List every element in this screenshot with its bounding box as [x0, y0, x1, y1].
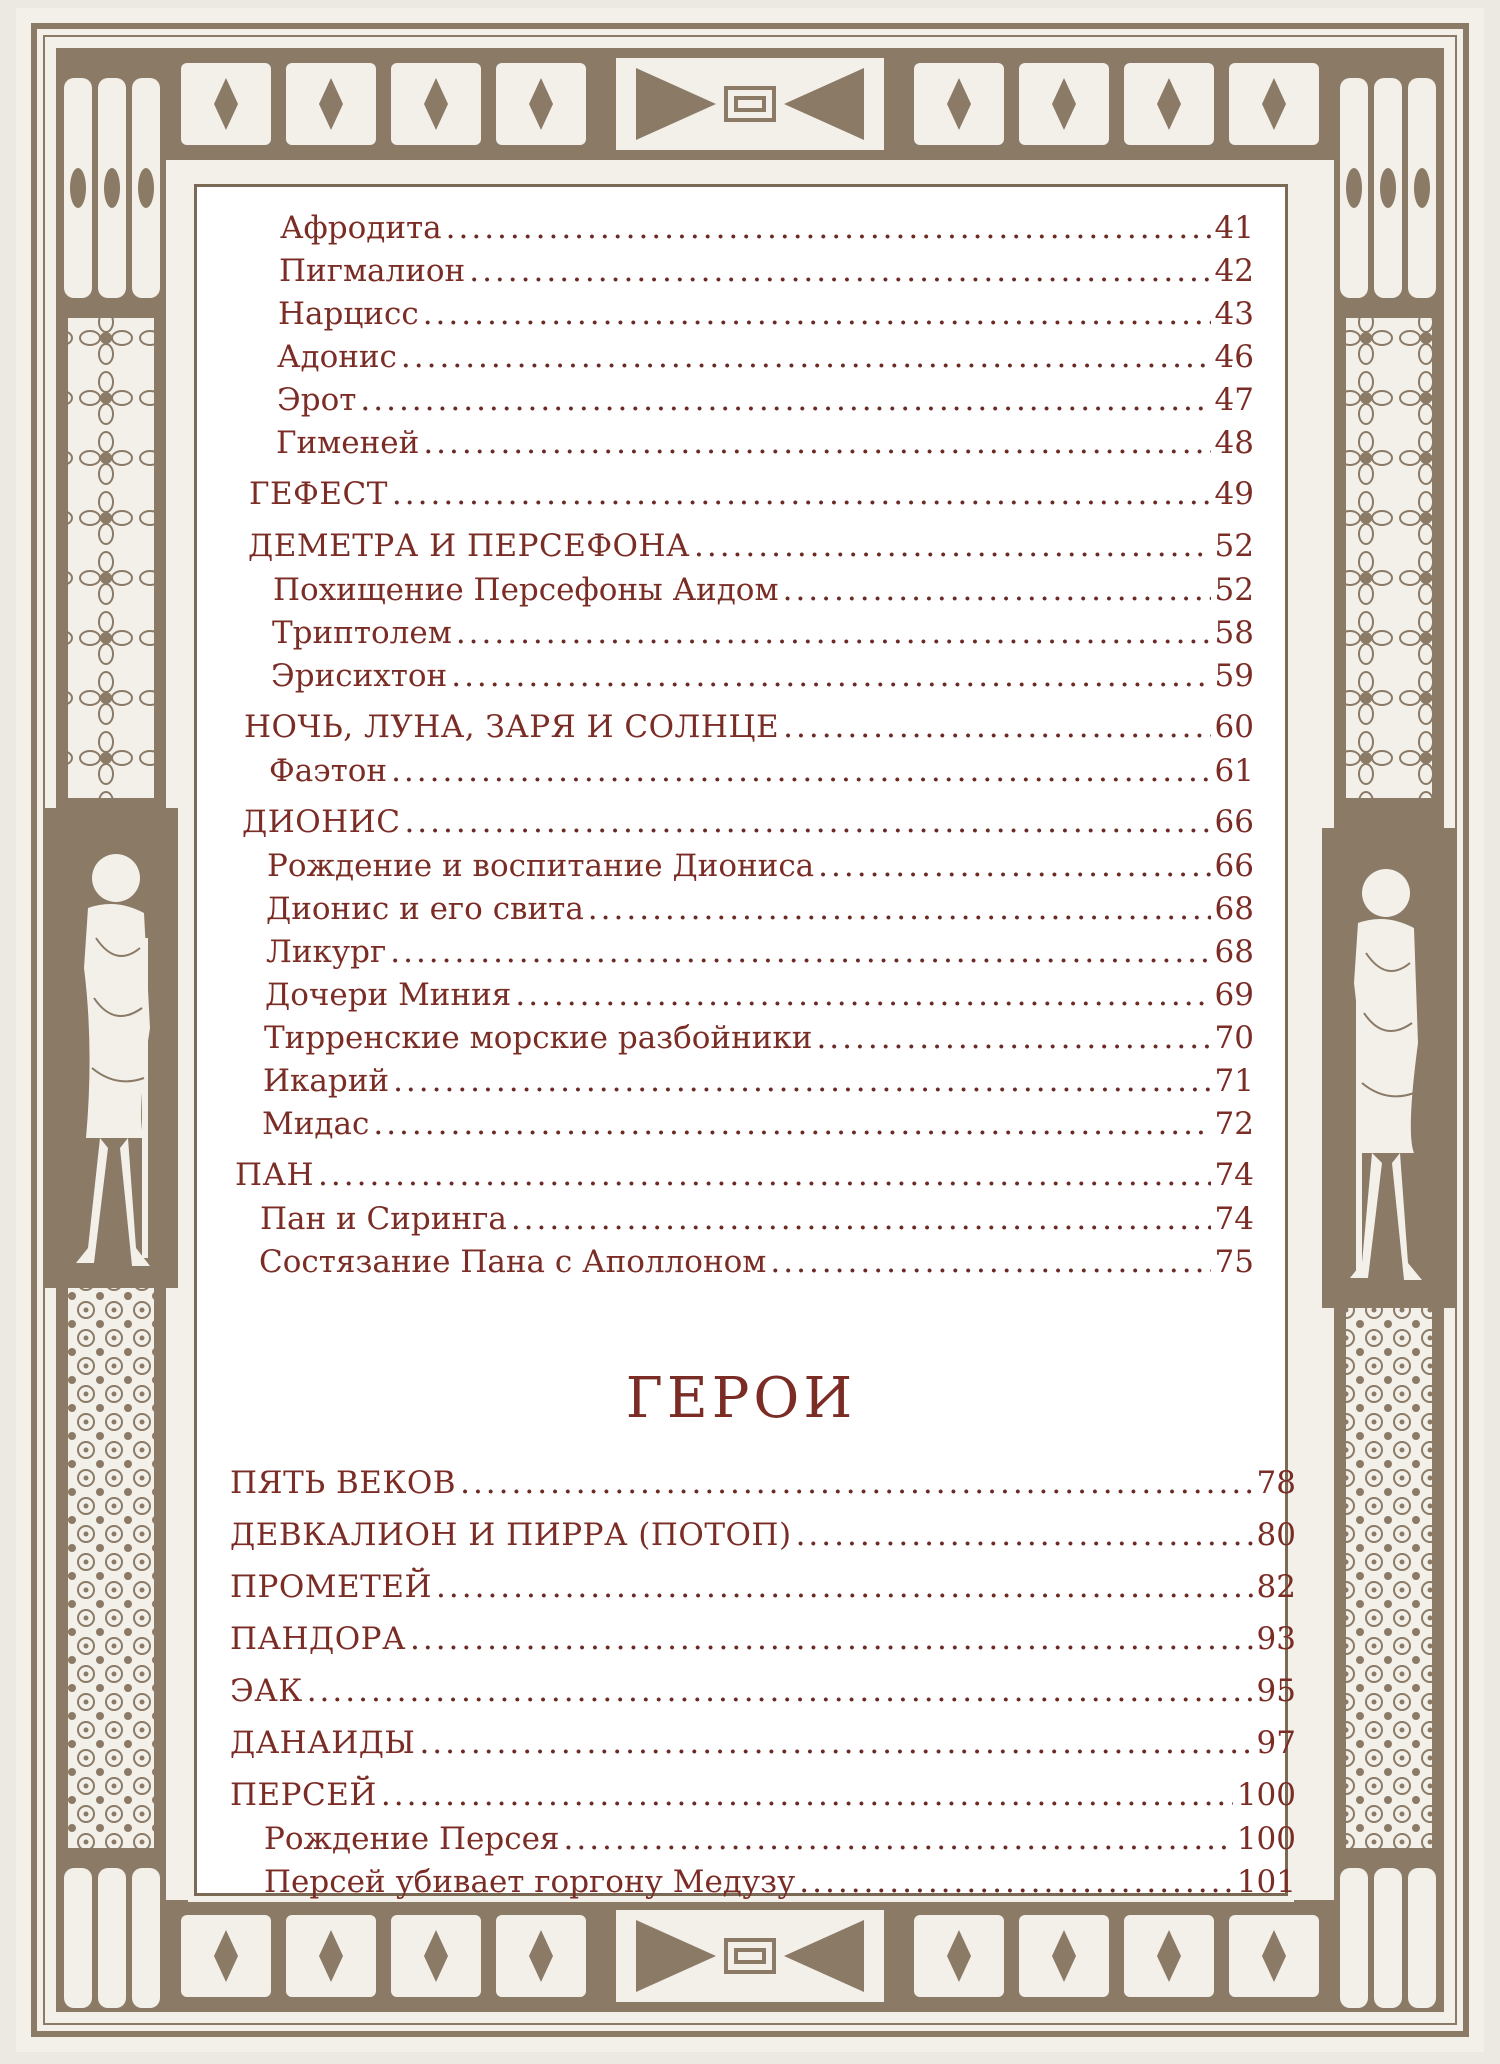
dot-leader [446, 208, 1211, 248]
toc-entry[interactable] [267, 846, 1254, 886]
toc-entry-title: Дионис и его свита [266, 891, 584, 927]
toc-entry-page: 49 [1214, 476, 1254, 512]
toc-entry-title: Ликург [266, 934, 387, 970]
toc-entry-title: Эрисихтон [271, 658, 448, 694]
dot-leader [419, 1723, 1252, 1763]
toc-entry-title: Нарцисс [278, 296, 419, 332]
dot-leader [783, 707, 1210, 747]
toc-entry-page: 100 [1236, 1777, 1296, 1813]
dot-leader [818, 846, 1210, 886]
toc-entry-title: ПАН [235, 1157, 315, 1193]
dot-leader [423, 423, 1210, 463]
toc-entry[interactable] [279, 251, 1254, 291]
toc-entry[interactable] [249, 474, 1254, 514]
toc-entry-title: ДЕВКАЛИОН И ПИРРА (ПОТОП) [230, 1517, 792, 1553]
dot-leader [381, 1775, 1233, 1815]
toc-entry-title: ДАНАИДЫ [230, 1725, 416, 1761]
toc-entry-title: Эрот [277, 382, 357, 418]
toc-entry-page: 71 [1214, 1063, 1254, 1099]
dot-leader [783, 570, 1211, 610]
dot-leader [307, 1671, 1253, 1711]
toc-entry-title: ПАНДОРА [230, 1621, 406, 1657]
dot-leader [423, 294, 1211, 334]
toc-entry[interactable] [280, 208, 1254, 248]
toc-entry-title: Тирренские морские разбойники [264, 1020, 813, 1056]
toc-entry-page: 80 [1256, 1517, 1296, 1553]
toc-entry-page: 46 [1214, 339, 1254, 375]
toc-entry[interactable] [264, 1819, 1296, 1859]
toc-entry[interactable] [266, 932, 1254, 972]
toc-entry-title: Мидас [262, 1106, 370, 1142]
toc-entry-title: Адонис [277, 339, 397, 375]
toc-entry-page: 52 [1214, 528, 1254, 564]
toc-entry-page: 58 [1214, 615, 1254, 651]
dot-leader [360, 380, 1210, 420]
toc-entry[interactable] [277, 337, 1254, 377]
toc-entry-title: Дочери Миния [265, 977, 512, 1013]
toc-entry-page: 66 [1214, 804, 1254, 840]
dot-leader [393, 1061, 1210, 1101]
section-heading: ГЕРОИ [625, 1366, 857, 1431]
toc-entry-page: 78 [1256, 1465, 1296, 1501]
dot-leader [391, 751, 1210, 791]
toc-entry-title: ПЕРСЕЙ [230, 1777, 377, 1813]
toc-entry[interactable] [271, 656, 1254, 696]
toc-entry-page: 59 [1214, 658, 1254, 694]
toc-entry-page: 43 [1214, 296, 1254, 332]
dot-leader [460, 1463, 1252, 1503]
dot-leader [456, 613, 1211, 653]
toc-entry-page: 61 [1214, 753, 1254, 789]
toc-entry-title: Похищение Персефоны Аидом [273, 572, 779, 608]
toc-entry[interactable] [230, 1619, 1296, 1659]
toc-entry[interactable] [269, 751, 1254, 791]
toc-entry[interactable] [235, 1155, 1254, 1195]
toc-entry[interactable] [263, 1061, 1254, 1101]
toc-entry-page: 60 [1214, 709, 1254, 745]
dot-leader [401, 337, 1211, 377]
toc-entry-title: Гименей [276, 425, 420, 461]
toc-entry-page: 95 [1256, 1673, 1296, 1709]
page-frame [16, 8, 1484, 2052]
toc-entry-title: Рождение и воспитание Диониса [267, 848, 815, 884]
dot-leader [588, 889, 1211, 929]
toc-entry-page: 47 [1214, 382, 1254, 418]
dot-leader [390, 932, 1210, 972]
dot-leader [318, 1155, 1211, 1195]
toc-entry-page: 48 [1214, 425, 1254, 461]
toc-entry-page: 52 [1214, 572, 1254, 608]
toc-entry[interactable] [230, 1463, 1296, 1503]
dot-leader [451, 656, 1210, 696]
dot-leader [796, 1515, 1253, 1555]
dot-leader [392, 474, 1211, 514]
toc-entry-page: 97 [1256, 1725, 1296, 1761]
toc-entry-title: Триптолем [272, 615, 452, 651]
toc-entry[interactable] [244, 707, 1254, 747]
toc-entry-page: 42 [1214, 253, 1254, 289]
toc-entry-title: Пигмалион [279, 253, 466, 289]
toc-entry-title: ПЯТЬ ВЕКОВ [230, 1465, 457, 1501]
table-of-contents [188, 178, 1294, 1902]
toc-entry-page: 82 [1256, 1569, 1296, 1605]
toc-entry-page: 69 [1214, 977, 1254, 1013]
toc-entry[interactable] [230, 1515, 1296, 1555]
toc-entry-title: ДИОНИС [242, 804, 401, 840]
toc-page [188, 178, 1294, 1902]
toc-entry-title: ЭАК [230, 1673, 303, 1709]
dot-leader [770, 1242, 1210, 1282]
toc-entry-title: НОЧЬ, ЛУНА, ЗАРЯ И СОЛНЦЕ [244, 709, 780, 745]
dot-leader [563, 1819, 1232, 1859]
toc-entry[interactable] [248, 526, 1254, 566]
toc-entry-title: Икарий [263, 1063, 390, 1099]
toc-entry-page: 41 [1214, 210, 1254, 246]
dot-leader [694, 526, 1211, 566]
toc-entry-title: Афродита [280, 210, 442, 246]
toc-entry-title: Персей убивает горгону Медузу [264, 1864, 796, 1900]
toc-entry[interactable] [230, 1775, 1296, 1815]
toc-entry[interactable] [230, 1671, 1296, 1711]
dot-leader [436, 1567, 1253, 1607]
toc-entry-title: Состязание Пана с Аполлоном [259, 1244, 767, 1280]
toc-entry-page: 72 [1214, 1106, 1254, 1142]
toc-entry-page: 74 [1214, 1201, 1254, 1237]
toc-entry[interactable] [273, 570, 1254, 610]
left-figure-panel [44, 808, 178, 1288]
toc-entry-page: 75 [1214, 1244, 1254, 1280]
toc-entry-page: 68 [1214, 891, 1254, 927]
toc-entry-page: 74 [1214, 1157, 1254, 1193]
toc-entry-title: ДЕМЕТРА И ПЕРСЕФОНА [248, 528, 690, 564]
toc-entry-page: 68 [1214, 934, 1254, 970]
dot-leader [469, 251, 1210, 291]
toc-entry-page: 93 [1256, 1621, 1296, 1657]
dot-leader [373, 1104, 1210, 1144]
toc-entry-title: ПРОМЕТЕЙ [230, 1569, 433, 1605]
toc-entry[interactable] [266, 889, 1254, 929]
toc-entry[interactable] [260, 1199, 1254, 1239]
toc-entry[interactable] [278, 294, 1254, 334]
toc-entry[interactable] [265, 975, 1254, 1015]
toc-entry[interactable] [264, 1862, 1296, 1902]
toc-entry[interactable] [262, 1104, 1254, 1144]
right-figure-panel [1322, 828, 1456, 1308]
toc-entry[interactable] [264, 1018, 1254, 1058]
toc-entry[interactable] [272, 613, 1254, 653]
toc-entry-page: 100 [1236, 1821, 1296, 1857]
dot-leader [515, 975, 1210, 1015]
toc-entry[interactable] [277, 380, 1254, 420]
dot-leader [816, 1018, 1210, 1058]
dot-leader [511, 1199, 1211, 1239]
toc-entry-title: ГЕФЕСТ [249, 476, 388, 512]
toc-entry-page: 70 [1214, 1020, 1254, 1056]
toc-entry-page: 66 [1214, 848, 1254, 884]
dot-leader [404, 802, 1210, 842]
toc-entry[interactable] [276, 423, 1254, 463]
toc-entry[interactable] [259, 1242, 1254, 1282]
toc-entry[interactable] [230, 1567, 1296, 1607]
toc-entry-title: Рождение Персея [264, 1821, 560, 1857]
dot-leader [410, 1619, 1253, 1659]
dot-leader [799, 1862, 1233, 1902]
toc-entry[interactable] [230, 1723, 1296, 1763]
toc-entry[interactable] [242, 802, 1254, 842]
toc-entry-page: 101 [1236, 1864, 1296, 1900]
toc-entry-title: Пан и Сиринга [260, 1201, 507, 1237]
toc-entry-title: Фаэтон [269, 753, 388, 789]
